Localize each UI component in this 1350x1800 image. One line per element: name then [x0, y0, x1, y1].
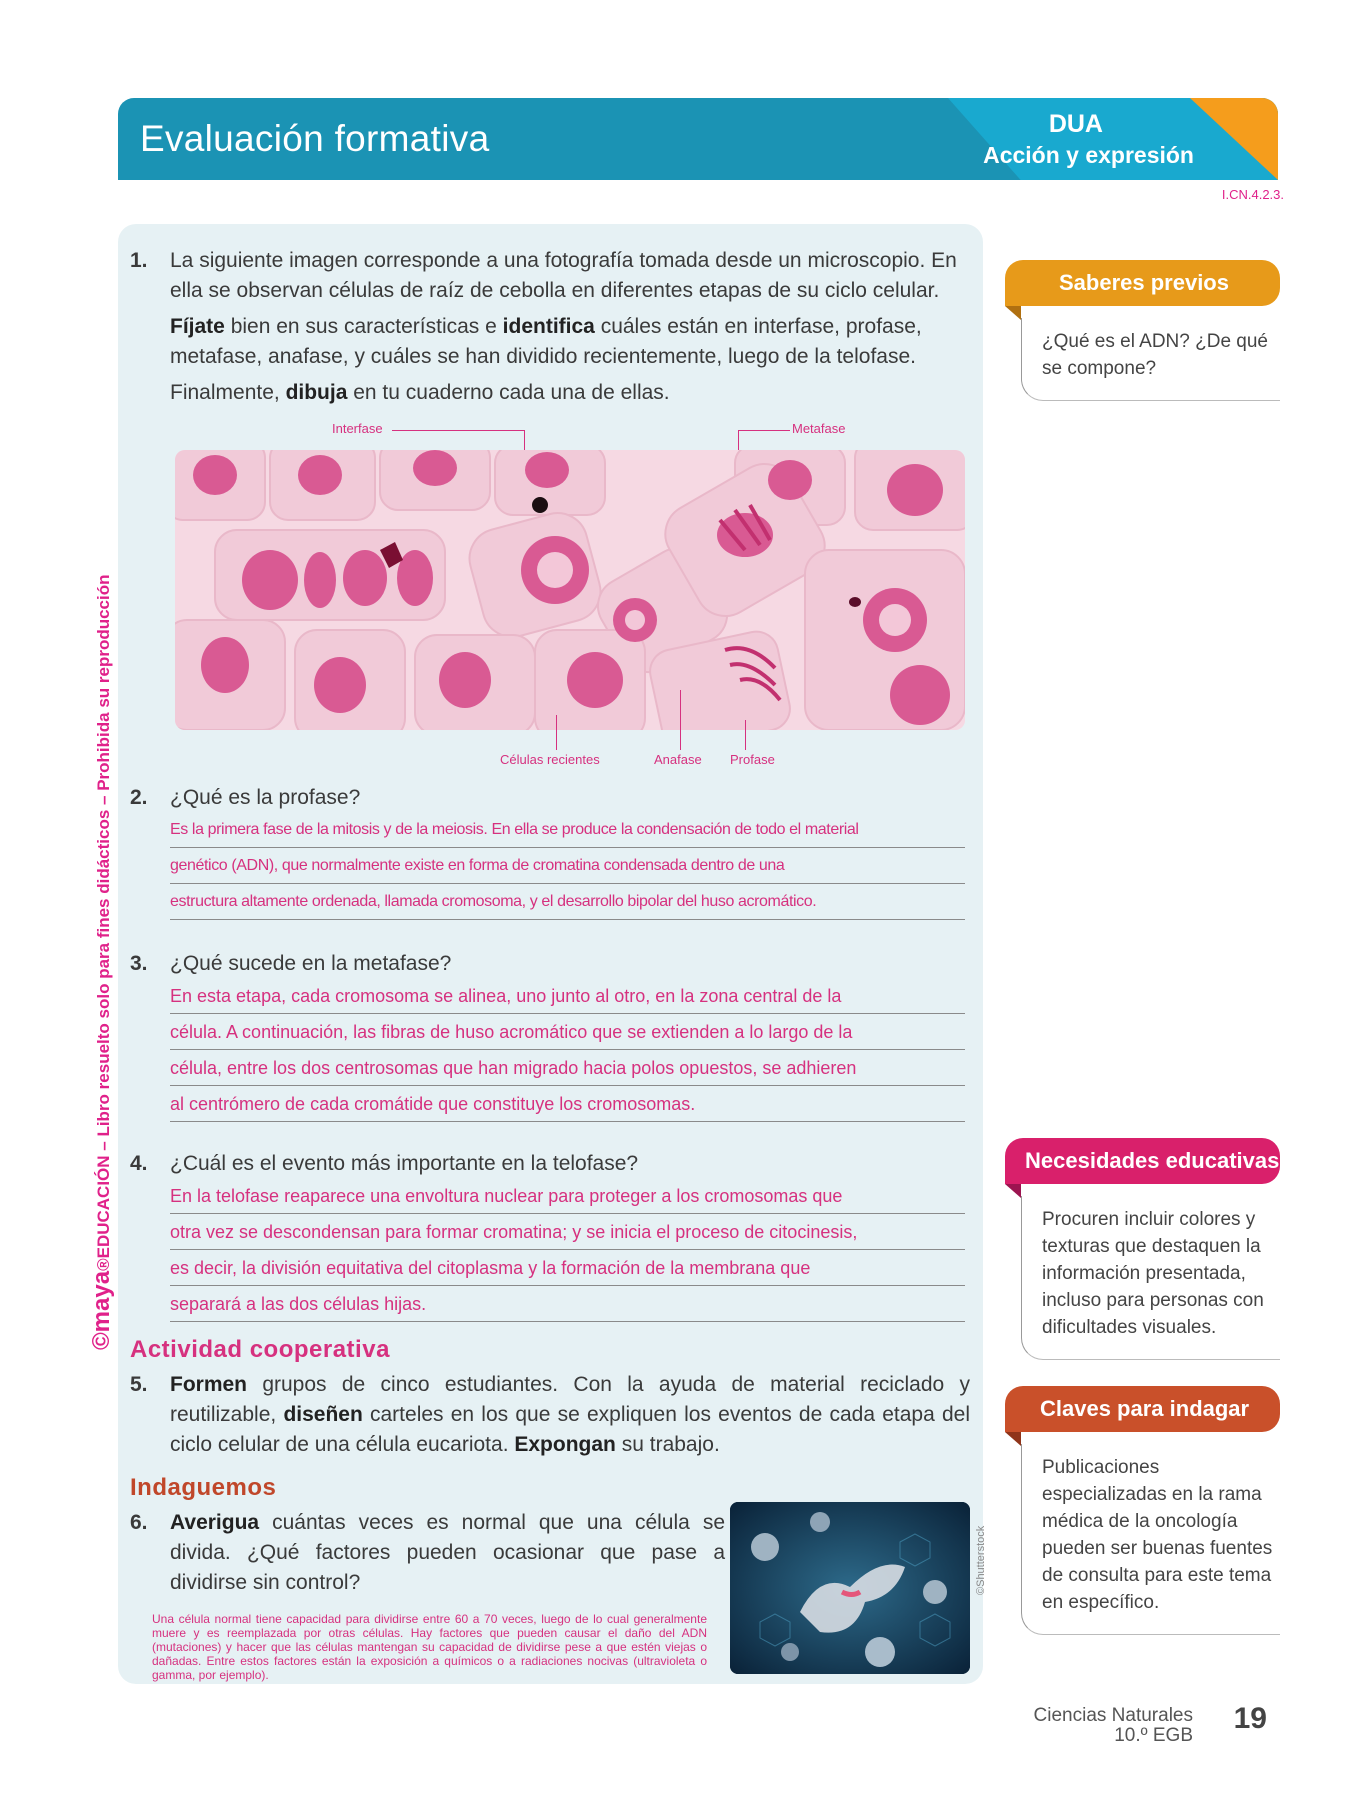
leader-line [556, 715, 557, 750]
necesidades-educativas-box [1005, 1138, 1280, 1360]
question-1 [130, 246, 970, 414]
answer-line: En la telofase reaparece una envoltura nuclear para proteger a los cromosomas que [170, 1178, 965, 1214]
saberes-previos-title: Saberes previos [1005, 260, 1280, 306]
necesidades-educativas-title: Necesidades educativas [1005, 1138, 1280, 1184]
answer-line: otra vez se descondensan para formar cromatina; y se inicia el proceso de citocinesis, [170, 1214, 965, 1250]
answer-6: Una célula normal tiene capacidad para dividirse entre 60 a 70 veces, luego de lo cual generalmente muere y es reemplazada por otras células. Hay factores que pueden causar el daño del ADN (mutaciones) y hacer que las células mantengan su capacidad de dividirse pese a que estén viejas o dañadas. Entre estos factores están la exposición a químicos o a radiaciones nocivas (ultravioleta o gamma, por ejemplo). [152, 1612, 707, 1682]
necesidades-educativas-body: Procuren incluir colores y texturas que destaquen la información presentada, incluso para personas con dificultades visuales. [1021, 1196, 1280, 1360]
saberes-previos-body: ¿Qué es el ADN? ¿De qué se compone? [1021, 318, 1280, 401]
grade-level: 10.º EGB [1114, 1725, 1193, 1746]
answer-3 [170, 978, 965, 1122]
saberes-previos-box [1005, 260, 1280, 401]
footer-subject [1034, 1706, 1193, 1746]
dua-subtitle: Acción y expresión [983, 142, 1194, 168]
onion-root-cells-image [175, 450, 965, 730]
answer-line: Es la primera fase de la mitosis y de la meiosis. En ella se produce la condensación de todo el material [170, 812, 965, 848]
label-metafase: Metafase [792, 421, 846, 436]
answer-line: genético (ADN), que normalmente existe en forma de cromatina condensada dentro de una [170, 848, 965, 884]
question-6 [130, 1508, 725, 1598]
answer-line: es decir, la división equitativa del citoplasma y la formación de la membrana que [170, 1250, 965, 1286]
label-anafase: Anafase [654, 752, 702, 767]
answer-line: célula, entre los dos centrosomas que han migrado hacia polos opuestos, se adhieren [170, 1050, 965, 1086]
answer-4 [170, 1178, 965, 1322]
claves-indagar-body: Publicaciones especializadas en la rama médica de la oncología pueden ser buenas fuentes de consulta para este tema en específico. [1021, 1444, 1280, 1635]
claves-indagar-title: Claves para indagar [1005, 1386, 1280, 1432]
image-credit: ©Shutterstock [975, 1525, 987, 1595]
label-interfase: Interfase [332, 421, 383, 436]
dua-label: DUA [1048, 110, 1103, 138]
leader-line [392, 430, 524, 431]
question-number: 5. [130, 1373, 148, 1396]
answer-line: En esta etapa, cada cromosoma se alinea, uno junto al otro, en la zona central de la [170, 978, 965, 1014]
copyright-text: ®EDUCACIÓN – Libro resuelto solo para fines didácticos – Prohibida su reproducción [94, 574, 113, 1271]
microscope-photo [175, 450, 965, 730]
dividing-cell-image [730, 1502, 970, 1674]
cell-division-illustration [730, 1502, 970, 1674]
question-number: 3. [130, 952, 148, 975]
question-3 [130, 949, 970, 979]
question-number: 2. [130, 786, 148, 809]
page-title: Evaluación formativa [140, 118, 490, 159]
indaguemos-heading: Indaguemos [130, 1474, 277, 1501]
copyright-note [88, 490, 116, 1350]
answer-line: estructura altamente ordenada, llamada cromosoma, y el desarrollo bipolar del huso acromático. [170, 884, 965, 920]
answer-line: al centrómero de cada cromátide que constituye los cromosomas. [170, 1086, 965, 1122]
subject-name: Ciencias Naturales [1033, 1705, 1193, 1726]
question-6-text: Averigua cuántas veces es normal que una célula se divida. ¿Qué factores pueden ocasionar que pase a dividirse sin control? [170, 1511, 725, 1594]
brand-logo: ©maya [88, 1270, 115, 1350]
question-2-text: ¿Qué es la profase? [170, 786, 361, 809]
question-2 [130, 783, 970, 813]
leader-line [680, 690, 681, 750]
leader-line [745, 720, 746, 750]
label-profase: Profase [730, 752, 775, 767]
leader-line [738, 430, 790, 431]
answer-2 [170, 812, 965, 920]
question-3-text: ¿Qué sucede en la metafase? [170, 952, 452, 975]
question-number: 6. [130, 1511, 148, 1534]
question-1-instructions: Fíjate bien en sus características e identifica cuáles están en interfase, profase, metafase, anafase, y cuáles se han dividido recientemente, luego de la telofase. [170, 315, 922, 368]
question-5-text: Formen grupos de cinco estudiantes. Con la ayuda de material reciclado y reutilizable, diseñen carteles en los que se expliquen los eventos de cada etapa del ciclo celular de una célula eucariota. Expongan su trabajo. [170, 1373, 970, 1456]
cooperativa-heading: Actividad cooperativa [130, 1336, 390, 1363]
answer-line: separará a las dos células hijas. [170, 1286, 965, 1322]
page-number: 19 [1233, 1702, 1267, 1735]
claves-indagar-box [1005, 1386, 1280, 1635]
question-4 [130, 1149, 970, 1179]
answer-line: célula. A continuación, las fibras de huso acromático que se extienden a lo largo de la [170, 1014, 965, 1050]
curriculum-code: I.CN.4.2.3. [1221, 187, 1284, 202]
question-5 [130, 1370, 970, 1460]
question-1-intro: La siguiente imagen corresponde a una fotografía tomada desde un microscopio. En ella se observan células de raíz de cebolla en diferentes etapas de su ciclo celular. [170, 249, 957, 302]
label-celulas-recientes: Células recientes [500, 752, 600, 767]
question-number: 4. [130, 1152, 148, 1175]
header-banner [118, 98, 1278, 180]
question-4-text: ¿Cuál es el evento más importante en la telofase? [170, 1152, 639, 1175]
question-1-draw: Finalmente, dibuja en tu cuaderno cada una de ellas. [170, 381, 670, 404]
question-number: 1. [130, 249, 148, 272]
